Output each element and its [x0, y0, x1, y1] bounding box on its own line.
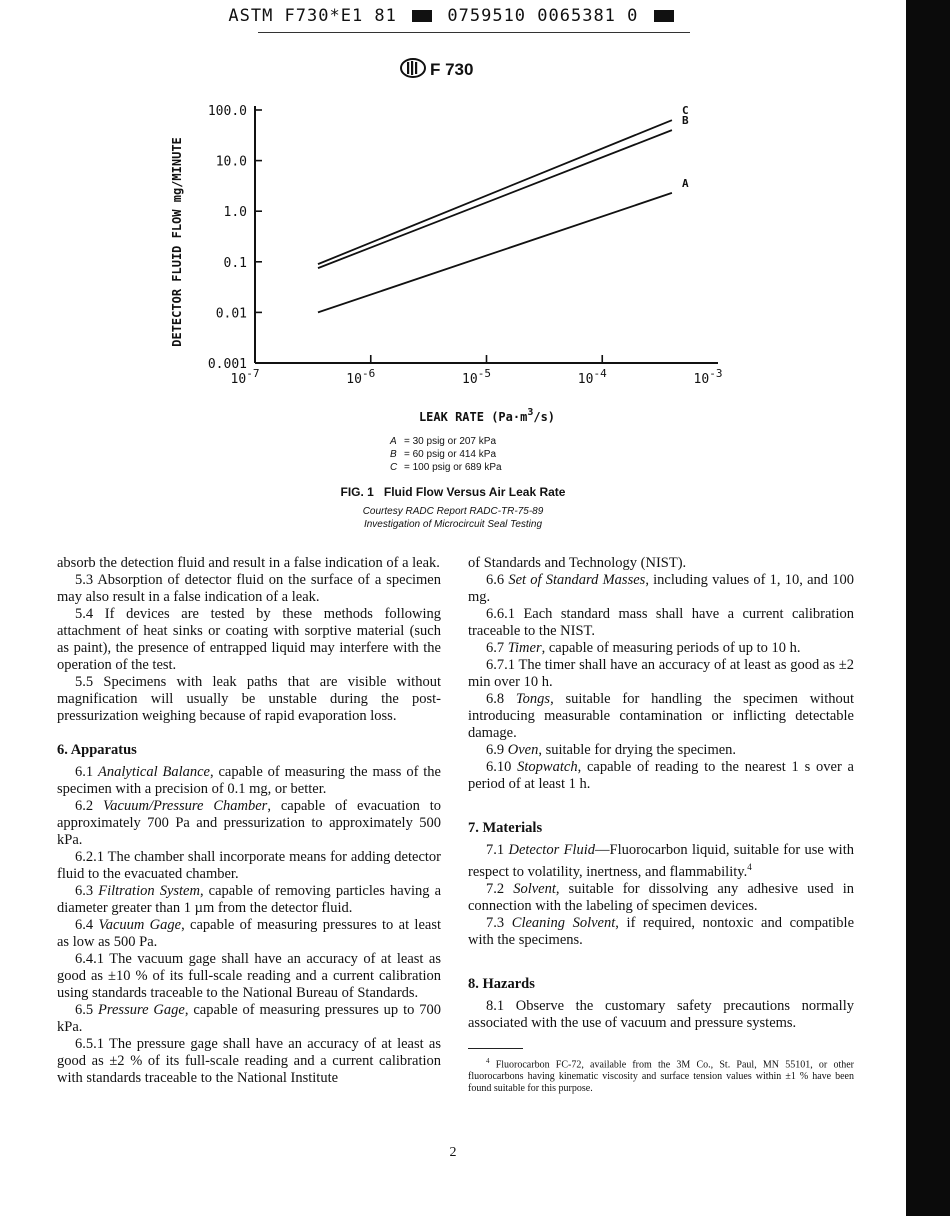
y-tick-label: 0.01: [215, 306, 247, 322]
x-tick-label: $10^{-7}$: [230, 367, 260, 387]
chart-legend: [390, 435, 502, 474]
paragraph-7-3: 7.3 Cleaning Solvent, if required, nontoxic and compatible with the specimens.: [468, 914, 855, 948]
paragraph-6-6: 6.6 Set of Standard Masses, including values of 1, 10, and 100 mg.: [468, 572, 854, 605]
paragraph-6-8: 6.8 Tongs, suitable for handling the specimen without introducing measurable contamination or inflicting detectable damage.: [468, 691, 854, 741]
series-label-a: A: [681, 176, 689, 190]
left-column: [57, 555, 441, 1087]
paragraph-8-1: 8.1 Observe the customary safety precautions normally associated with the use of vacuum and pressure systems.: [468, 997, 854, 1031]
series-label-b: B: [681, 114, 689, 128]
series-line-c: [318, 120, 672, 264]
section-heading-hazards: 8. Hazards: [468, 975, 535, 992]
standard-designation: F 730: [430, 60, 474, 79]
paragraph-5-3: 5.3 Absorption of detector fluid on the surface of a specimen may also result in a false indication of a leak.: [57, 572, 441, 605]
y-tick-label: 100.0: [207, 104, 247, 119]
paragraph-5-5: 5.5 Specimens with leak paths that are visible without magnification will usually be unstable during the post-pressurization weighing because of rapid evaporation loss.: [57, 674, 441, 724]
paragraph-6-10: 6.10 Stopwatch, capable of reading to the nearest 1 s over a period of at least 1 h.: [468, 759, 854, 792]
header-code: ASTM F730*E1 81: [228, 6, 397, 26]
paragraph-6-4-1: 6.4.1 The vacuum gage shall have an accuracy of at least as good as ±10 % of its full-scale reading and a current calibration using standards traceable to the National Bureau of Standards.: [57, 951, 441, 1001]
paragraph-6-9: 6.9 Oven, suitable for drying the specimen.: [486, 742, 737, 758]
footnote: $^4$ Fluorocarbon FC-72, available from the 3M Co., St. Paul, MN 55101, or other fluorocarbons having kinematic viscosity and surface tension values within ±1 % have been found suitable for this purpose.: [468, 1056, 854, 1095]
y-tick-label: 10.0: [215, 154, 247, 170]
legend-entry-a: A = 30 psig or 207 kPa: [390, 436, 497, 447]
section-heading-apparatus: 6. Apparatus: [57, 742, 137, 758]
paragraph-6-5-1: 6.5.1 The pressure gage shall have an accuracy of at least as good as ±2 % of its full-scale reading and a current calibration with standards traceable to the National Institute: [57, 1036, 441, 1086]
paragraph: of Standards and Technology (NIST).: [468, 555, 687, 571]
y-tick-label: 0.001: [207, 357, 247, 372]
right-column: [468, 555, 854, 1095]
series-line-a: [318, 193, 672, 313]
footnote-rule: [468, 1048, 523, 1049]
page-number: 2: [449, 1145, 457, 1160]
series-label-c: C: [681, 104, 689, 118]
legend-entry-b: B = 60 psig or 414 kPa: [390, 449, 497, 460]
x-tick-label: $10^{-4}$: [577, 367, 607, 387]
x-tick-label: $10^{-5}$: [462, 367, 491, 387]
paragraph-6-5: 6.5 Pressure Gage, capable of measuring pressures up to 700 kPa.: [57, 1002, 441, 1035]
x-axis-label: LEAK RATE $(Pa\cdot m^3/s)$: [418, 407, 556, 424]
x-tick-label: $10^{-6}$: [346, 367, 376, 387]
figure-courtesy: Courtesy RADC Report RADC-TR-75-89 Investigation of Microcircuit Seal Testing: [362, 506, 544, 530]
paragraph-6-7-1: 6.7.1 The timer shall have an accuracy of at least as good as ±2 min over 10 h.: [468, 657, 854, 690]
paragraph-6-4: 6.4 Vacuum Gage, capable of measuring pressures to at least as low as 500 Pa.: [57, 917, 441, 950]
paragraph-6-2-1: 6.2.1 The chamber shall incorporate means for adding detector fluid to the evacuated chamber.: [57, 849, 441, 882]
y-tick-label: 0.1: [223, 255, 247, 271]
paragraph-7-2: 7.2 Solvent, suitable for dissolving any adhesive used in connection with the labeling of specimen devices.: [468, 880, 855, 914]
x-tick-label: $10^{-3}$: [693, 367, 723, 387]
y-tick-label: 1.0: [223, 205, 247, 221]
paragraph-7-1: 7.1 Detector Fluid—Fluorocarbon liquid, suitable for use with respect to volatility, inertness, and flammability.$^4$: [468, 842, 854, 880]
series-line-b: [318, 130, 672, 268]
section-heading-materials: 7. Materials: [468, 820, 543, 836]
paragraph-6-3: 6.3 Filtration System, capable of removing particles having a diameter greater than 1 µm from the detector fluid.: [57, 883, 442, 916]
y-axis-label: DETECTOR FLUID FLOW mg/MINUTE: [170, 137, 184, 347]
paragraph-5-4: 5.4 If devices are tested by these methods following attachment of heat sinks or coating with sorptive material (such as paint), the presence of entrapped liquid may interfere with the operation of the test.: [57, 606, 441, 673]
header-number: 0759510 0065381 0: [447, 6, 639, 26]
scan-edge-bar: [906, 0, 950, 1216]
paragraph: absorb the detection fluid and result in a false indication of a leak.: [57, 555, 440, 571]
legend-entry-c: C = 100 psig or 689 kPa: [390, 462, 502, 473]
paragraph-6-2: 6.2 Vacuum/Pressure Chamber, capable of evacuation to approximately 700 Pa and pressurization to approximately 500 kPa.: [57, 798, 441, 848]
paragraph-6-1: 6.1 Analytical Balance, capable of measuring the mass of the specimen with a precision of 0.1 mg, or better.: [57, 764, 441, 797]
paragraph-6-7: 6.7 Timer, capable of measuring periods of up to 10 h.: [486, 640, 801, 656]
leak-rate-chart: [0, 0, 906, 430]
paragraph-6-6-1: 6.6.1 Each standard mass shall have a current calibration traceable to the NIST.: [468, 606, 854, 639]
figure-caption: FIG. 1 Fluid Flow Versus Air Leak Rate: [340, 485, 566, 499]
